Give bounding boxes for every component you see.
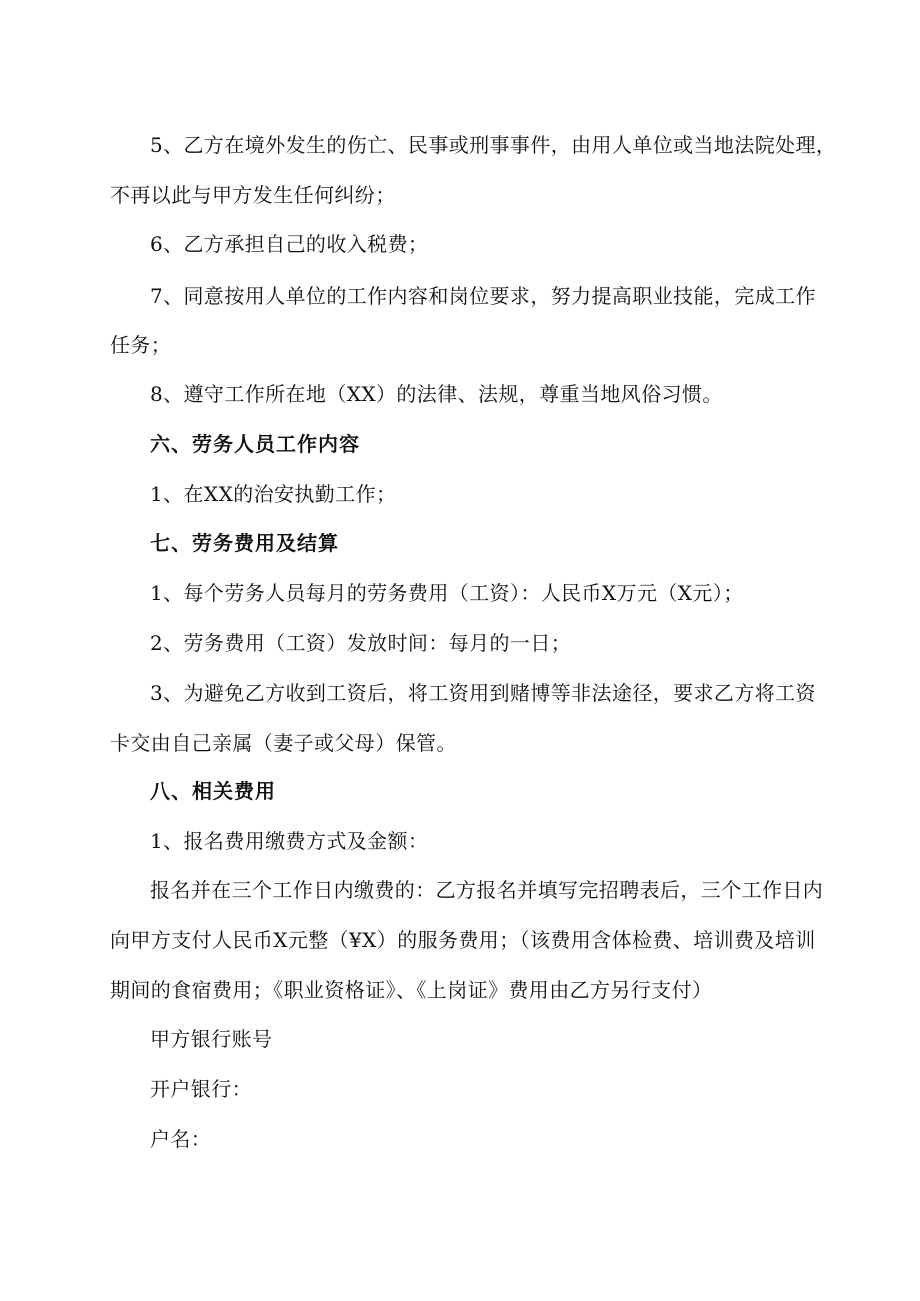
section-7-item-1: 1、每个劳务人员每月的劳务费用（工资）：人民币X万元（X元）； bbox=[150, 581, 744, 605]
clause-7-line-1: 7、同意按用人单位的工作内容和岗位要求，努力提高职业技能，完成工作 bbox=[150, 284, 816, 308]
section-7-heading: 七、劳务费用及结算 bbox=[150, 531, 339, 555]
account-name-label: 户名： bbox=[150, 1127, 212, 1151]
opening-bank-label: 开户银行： bbox=[150, 1077, 252, 1101]
section-7-item-3-line-1: 3、为避免乙方收到工资后，将工资用到赌博等非法途径，要求乙方将工资 bbox=[150, 681, 816, 705]
section-7-item-3-line-2: 卡交由自己亲属（妻子或父母）保管。 bbox=[110, 731, 457, 755]
fee-paragraph-line-3: 期间的食宿费用；《职业资格证》、《上岗证》费用由乙方另行支付） bbox=[110, 978, 713, 1002]
fee-paragraph-line-2: 向甲方支付人民币X元整（¥X）的服务费用；（该费用含体检费、培训费及培训 bbox=[110, 928, 816, 952]
clause-7-line-2: 任务； bbox=[110, 333, 172, 357]
section-6-heading: 六、劳务人员工作内容 bbox=[150, 432, 360, 456]
section-7-item-2: 2、劳务费用（工资）发放时间：每月的一日； bbox=[150, 631, 572, 655]
clause-5-line-1: 5、乙方在境外发生的伤亡、民事或刑事事件，由用人单位或当地法院处理， bbox=[150, 133, 837, 157]
section-6-item-1: 1、在XX的治安执勤工作； bbox=[150, 482, 397, 506]
section-8-heading: 八、相关费用 bbox=[150, 779, 276, 803]
clause-6: 6、乙方承担自己的收入税费； bbox=[150, 232, 429, 256]
fee-paragraph-line-1: 报名并在三个工作日内缴费的：乙方报名并填写完招聘表后，三个工作日内 bbox=[150, 878, 824, 902]
section-8-item-1: 1、报名费用缴费方式及金额： bbox=[150, 829, 429, 853]
clause-8: 8、遵守工作所在地（XX）的法律、法规，尊重当地风俗习惯。 bbox=[150, 382, 723, 406]
bank-account-label: 甲方银行账号 bbox=[150, 1027, 273, 1051]
clause-5-line-2: 不再以此与甲方发生任何纠纷； bbox=[110, 183, 396, 207]
